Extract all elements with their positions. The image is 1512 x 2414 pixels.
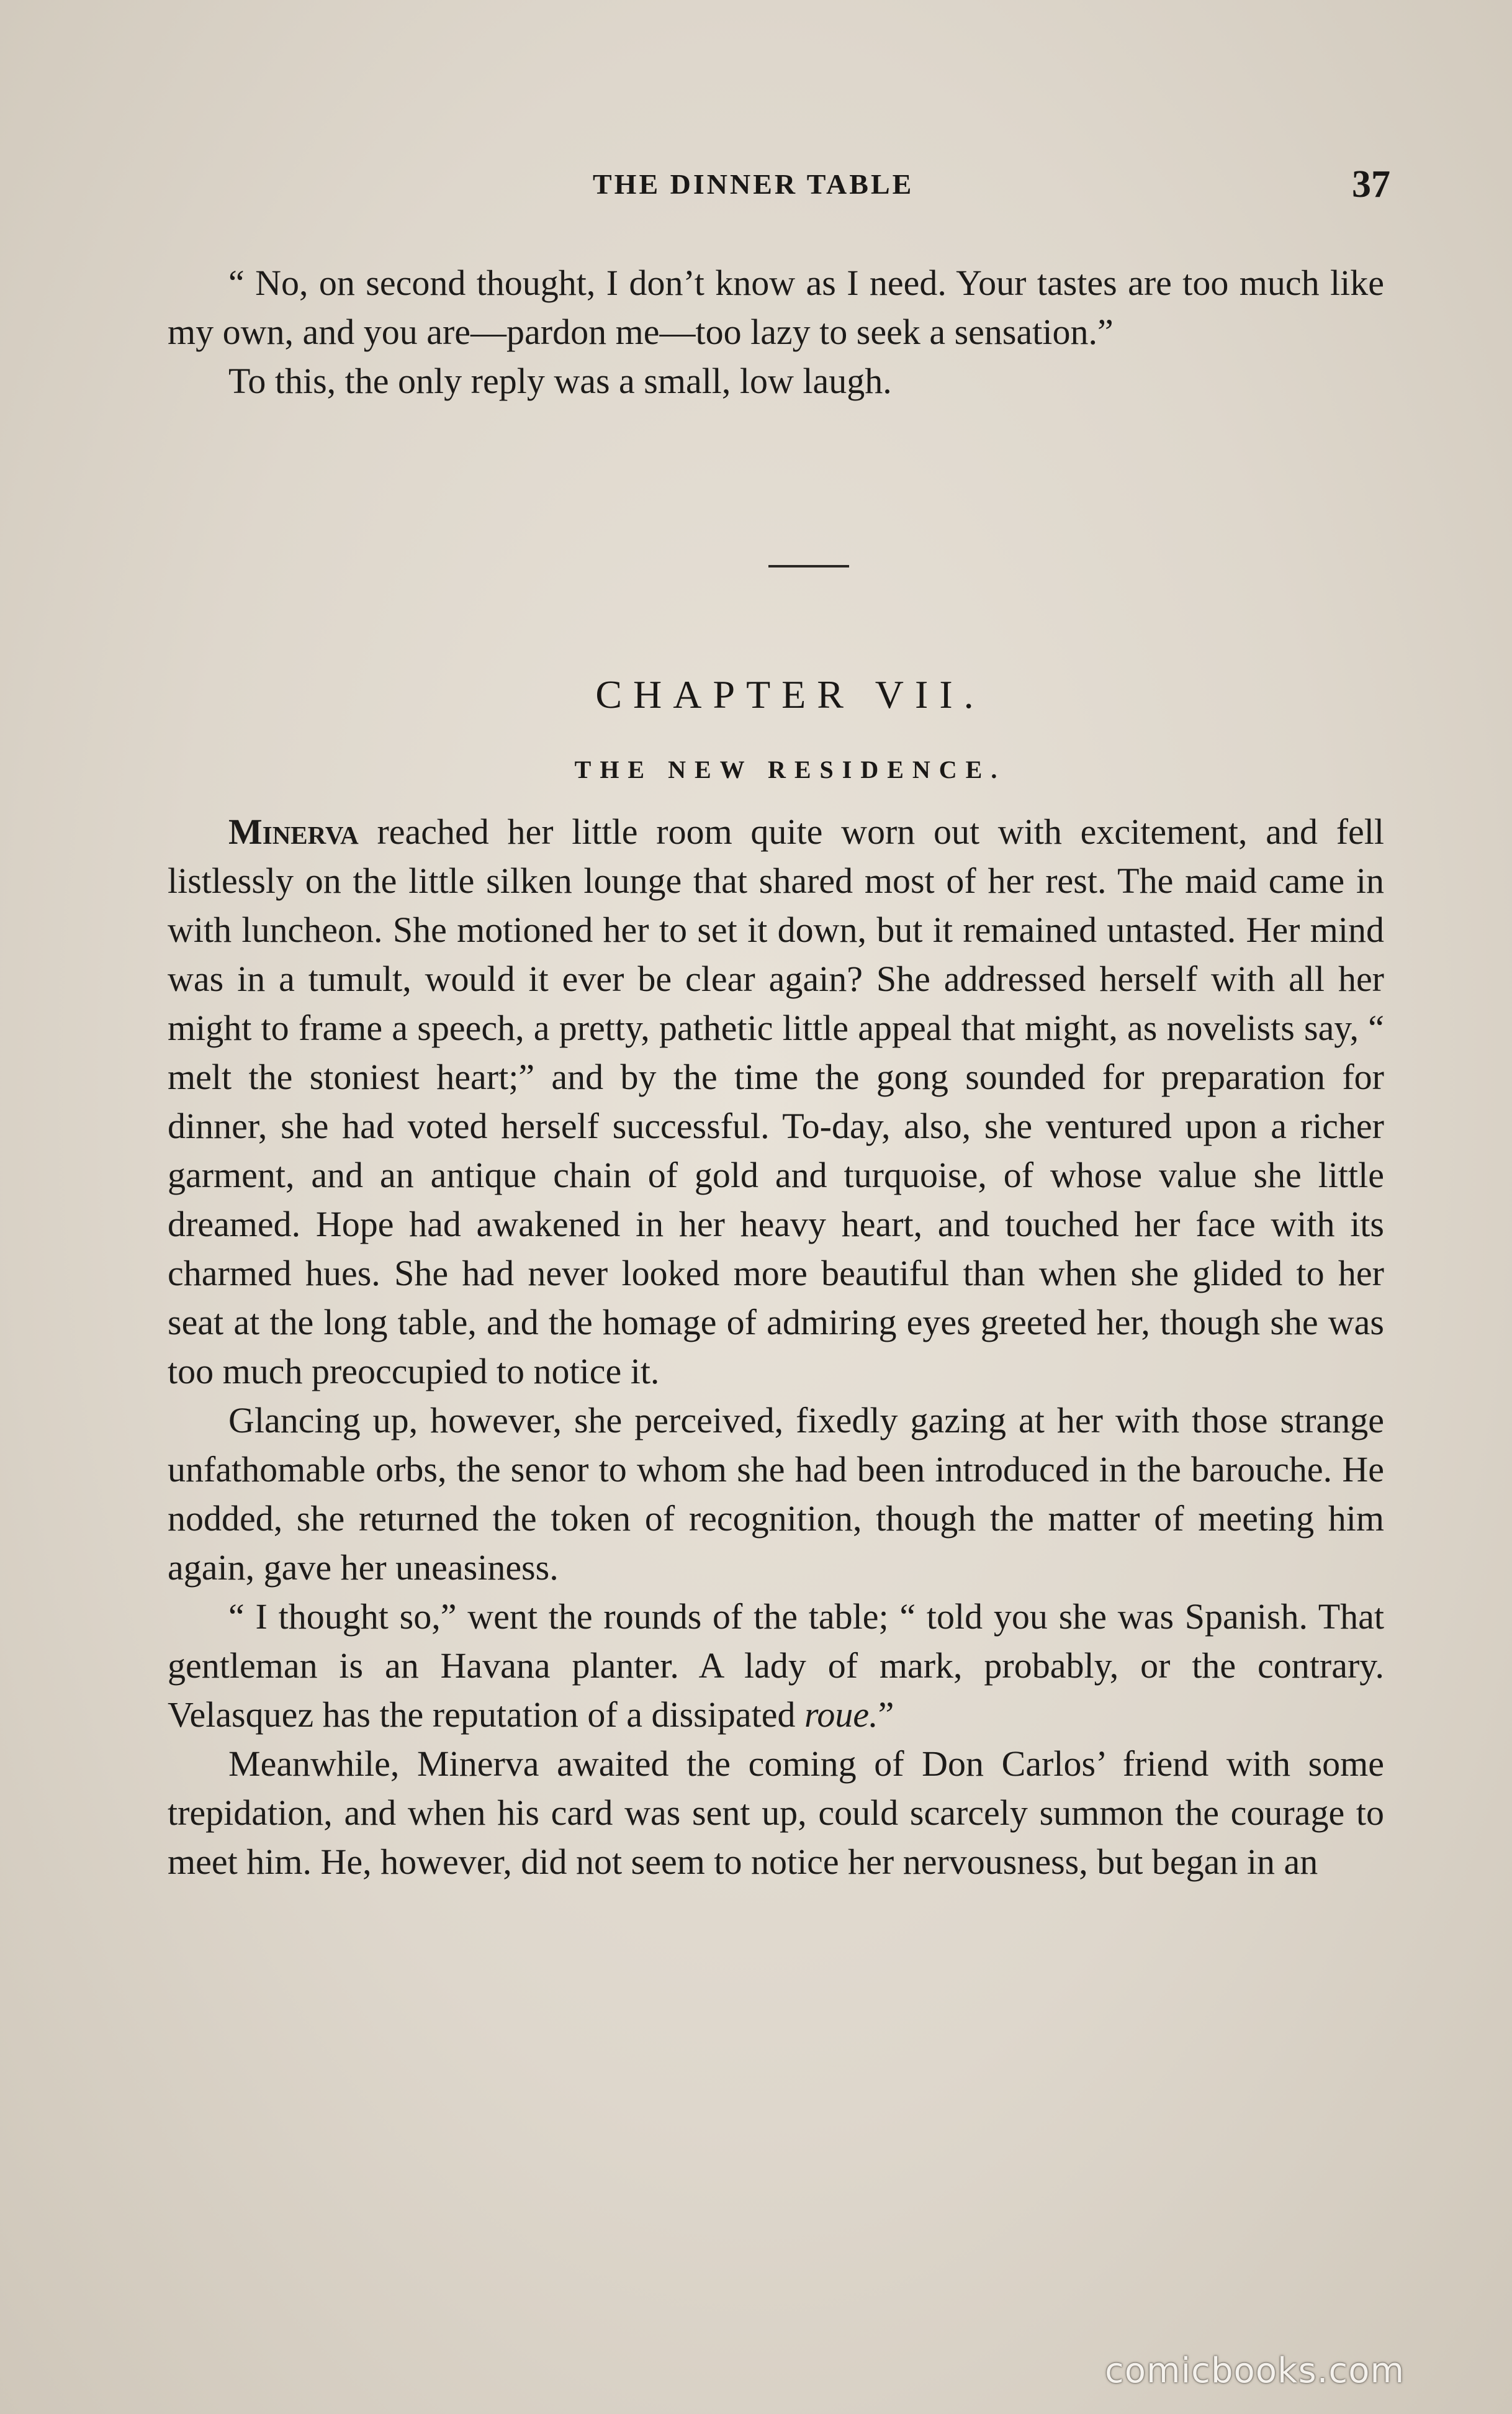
chapter-heading: CHAPTER VII.: [595, 672, 985, 717]
watermark: comicbooks.com: [1105, 2351, 1405, 2391]
page-number: 37: [1352, 163, 1390, 206]
chapter-title: THE NEW RESIDENCE.: [574, 756, 1006, 784]
running-title: THE DINNER TABLE: [593, 168, 914, 200]
paragraph: To this, the only reply was a small, low laugh.: [228, 361, 892, 401]
paragraph: “ No, on second thought, I don’t know as I need. Your tastes are too much like my own, and you are—pardon me—too lazy to seek a sensation.”: [168, 263, 1384, 352]
paragraph-text: “ I thought so,” went the rounds of the table; “ told you she was Spanish. That gentleman is an Havana planter. A lady of mark, probably, or the contrary. Velasquez has the reputation of a dissipated: [168, 1596, 1384, 1735]
section-divider: [768, 565, 849, 567]
paragraph: [168, 1592, 1384, 1739]
main-text-block: [168, 807, 1384, 1886]
paragraph-text: ”: [878, 1694, 894, 1735]
paragraph: Meanwhile, Minerva awaited the coming of Don Carlos’ friend with some trepidation, and when his card was sent up, could scarcely summon the courage to meet him. He, however, did not seem to notice her nervousness, but began in an: [168, 1743, 1384, 1882]
paragraph: Glancing up, however, she perceived, fixedly gazing at her with those strange unfathomable orbs, the senor to whom she had been introduced in the barouche. He nodded, she returned the token of recognition, though the matter of meeting him again, gave her uneasiness.: [168, 1400, 1384, 1588]
running-head: [0, 163, 1512, 212]
italic-word: roue.: [804, 1694, 878, 1735]
paragraph: [168, 807, 1384, 1396]
top-text-block: [168, 258, 1384, 405]
paragraph-lead-word: Minerva: [228, 811, 359, 852]
paragraph-text: reached her little room quite worn out with excitement, and fell listlessly on the little silken lounge that shared most of her rest. The maid came in with luncheon. She motioned her to set it down, but it remained untasted. Her mind was in a tumult, would it ever be clear again? She addressed herself with all her might to frame a speech, a pretty, pathetic little appeal that might, as novelists say, “ melt the stoniest heart;” and by the time the gong sounded for preparation for dinner, she had voted herself successful. To-day, also, she ventured upon a richer garment, and an antique chain of gold and turquoise, of whose value she little dreamed. Hope had awakened in her heavy heart, and touched her face with its charmed hues. She had never looked more beautiful than when she glided to her seat at the long table, and the homage of admiring eyes greeted her, though she was too much preoccupied to notice it.: [168, 811, 1384, 1391]
